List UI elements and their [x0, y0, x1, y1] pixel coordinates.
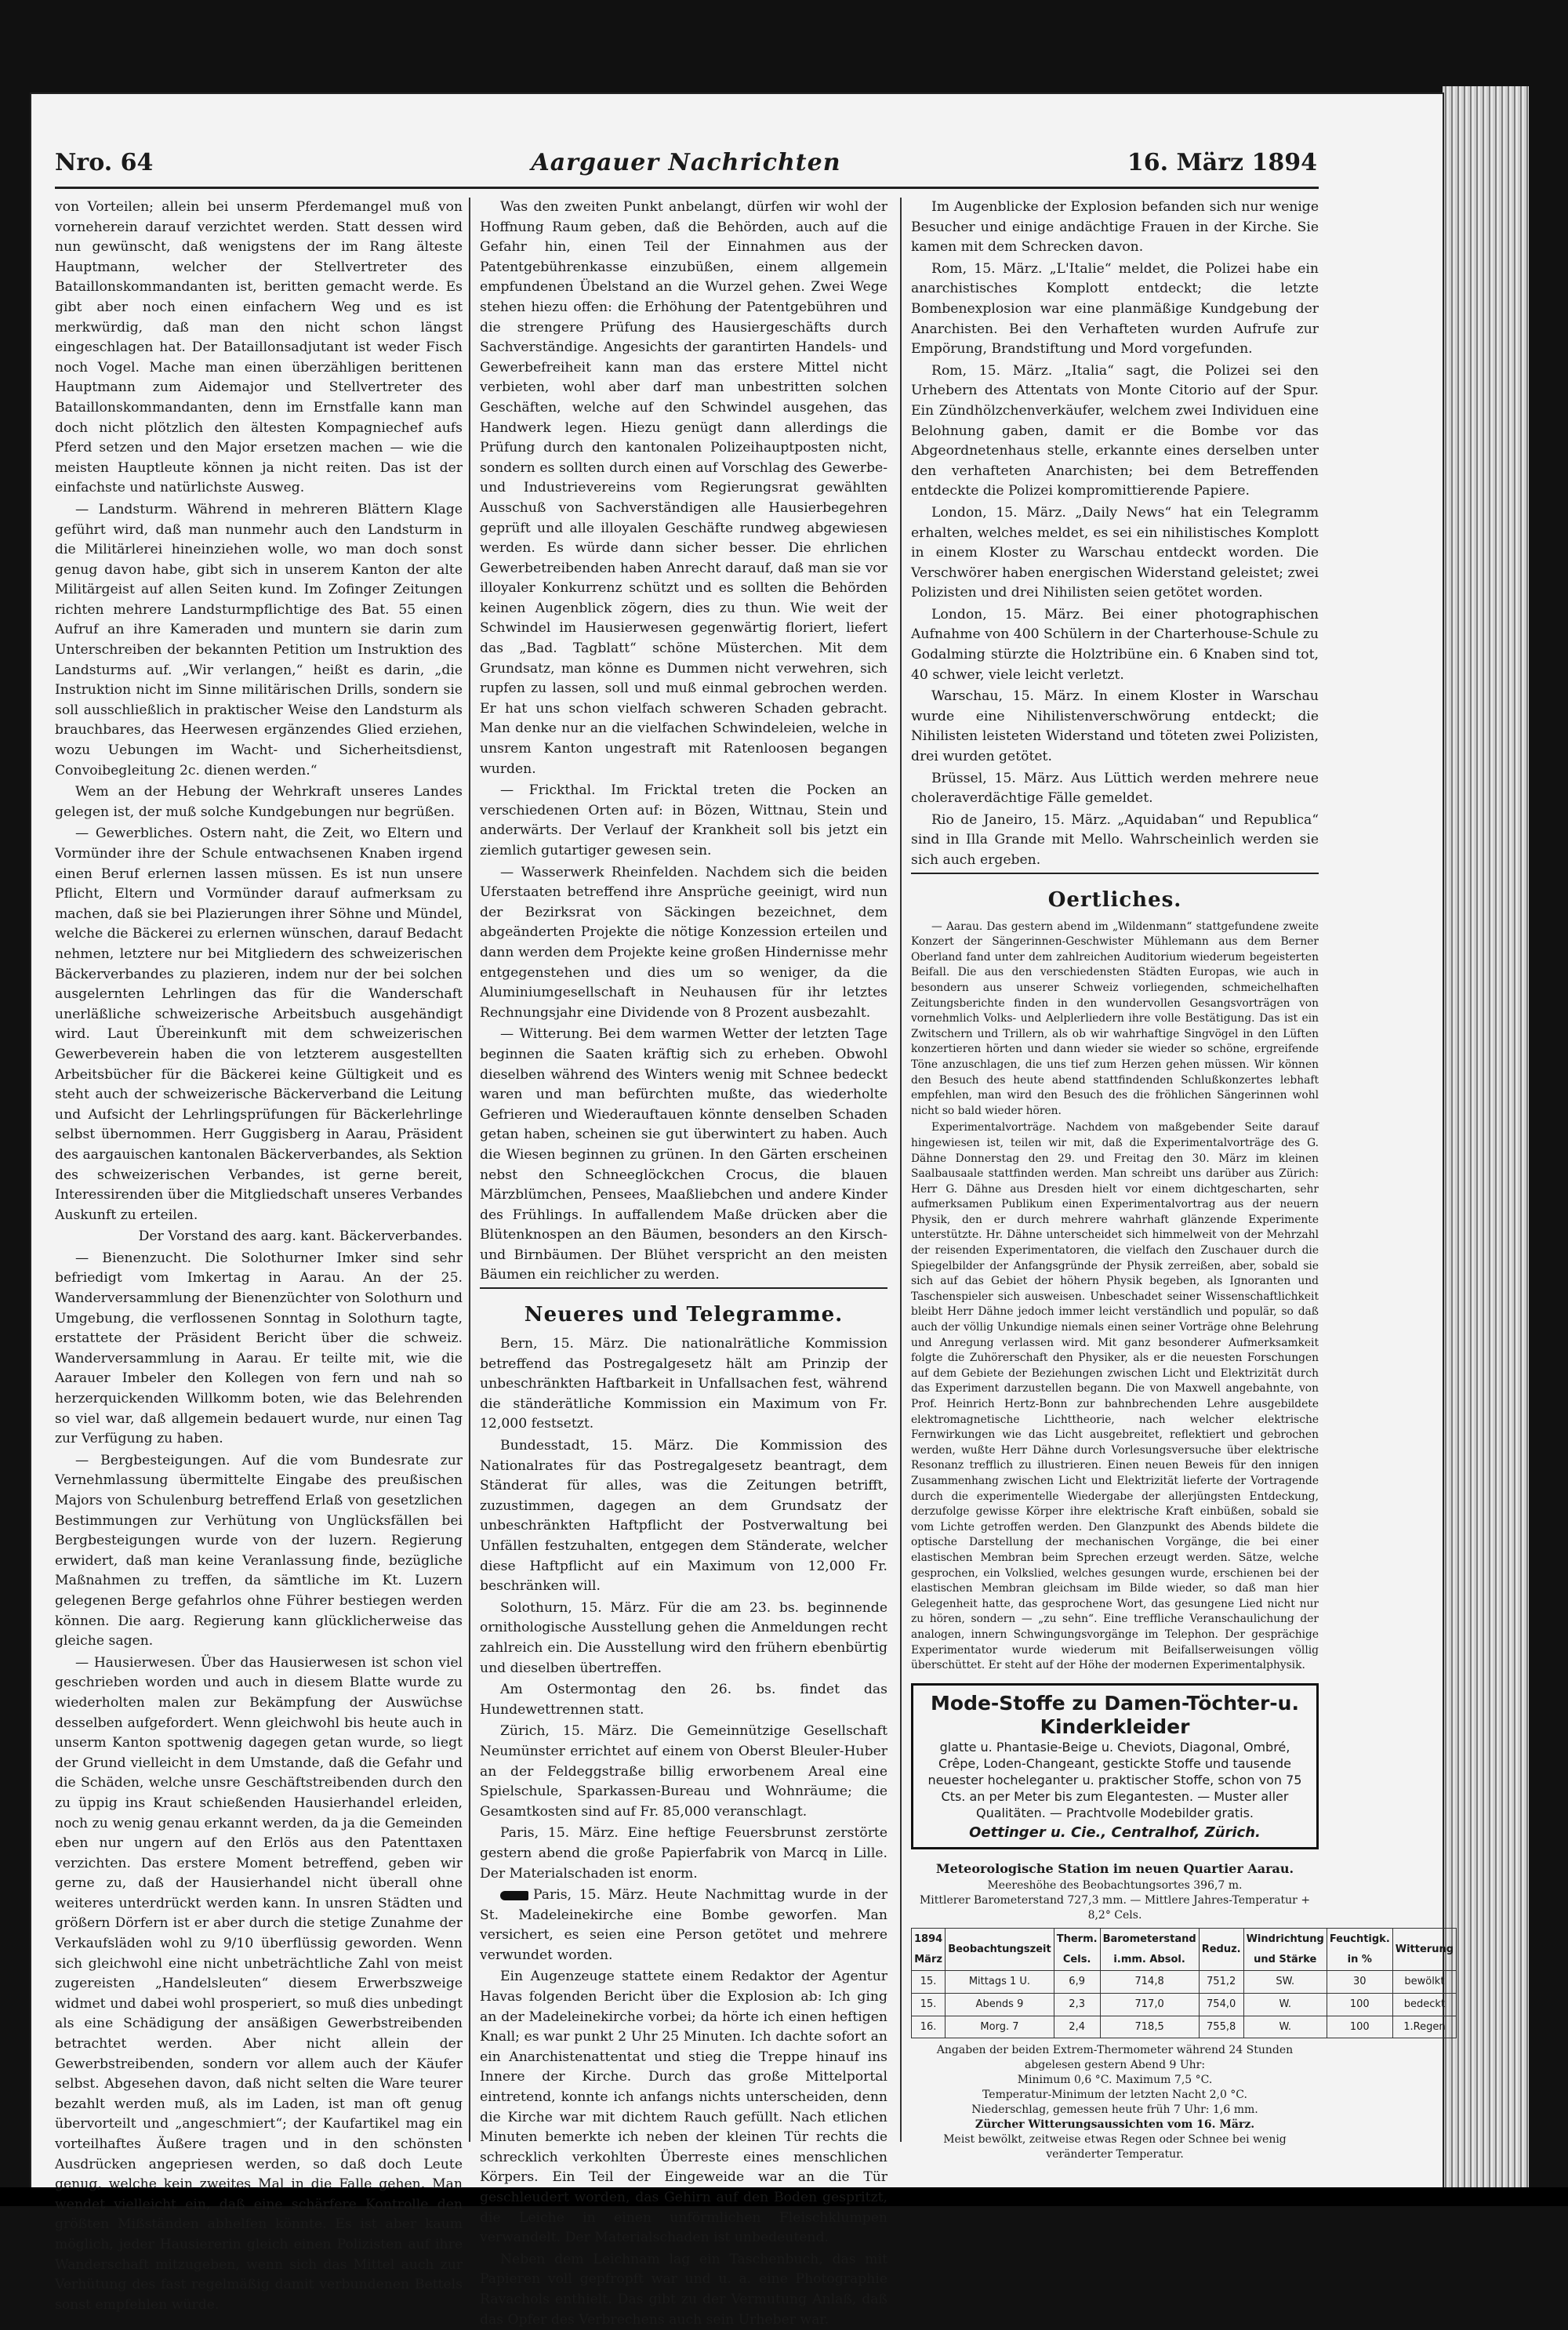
news-item: Rom, 15. März. „Italia“ sagt, die Polizei sei den Urhebern des Attentats von Monte Citorio auf der Spur. Ein Zündhölzchenverkäufer, welchem zwei Individuen eine Belohnung gaben, damit er die Bombe vor das Abgeordnetenhaus stelle, erkannte eines derselben unter den verhafteten Anarchisten; bei dem Betreffenden entdeckte die Polizei kompromittierende Papiere.	[911, 362, 1319, 499]
column-2	[480, 198, 887, 2328]
table-cell: 714,8	[1100, 1971, 1199, 1994]
article-paragraph: Wem an der Hebung der Wehrkraft unseres Landes gelegen ist, der muß solche Kundgebungen nur begrüßen.	[55, 784, 463, 820]
pointing-hand-icon	[500, 1891, 528, 1900]
news-item: Rom, 15. März. „L'Italie“ meldet, die Polizei habe ein anarchistisches Komplott entdeckt; die letzte Bombenexplosion war eine planmäßige Kundgebung der Anarchisten. Bei den Verhafteten wurden Aufrufe zur Empörung, Brandstiftung und Mord vorgefunden.	[911, 260, 1319, 357]
news-item: Warschau, 15. März. In einem Kloster in Warschau wurde eine Nihilistenverschwörung entdeckt; die Nihilisten leisteten Widerstand und töteten zwei Polizisten, drei wurden getötet.	[911, 688, 1319, 765]
table-cell: bedeckt	[1392, 1994, 1456, 2016]
weather-sub: Mittlerer Barometerstand 727,3 mm. — Mittlere Jahres-Temperatur + 8,2° Cels.	[919, 1894, 1311, 1922]
advertisement	[911, 1683, 1319, 1849]
table-cell: Mittags 1 U.	[946, 1971, 1054, 1994]
weather-table	[911, 1928, 1457, 2038]
table-cell: 2,3	[1054, 1994, 1100, 2016]
article-paragraph: — Frickthal. Im Fricktal treten die Pocken an verschiedenen Orten auf: in Bözen, Wittnau, Stein und anderwärts. Der Verlauf der Krankheit soll bis jetzt ein ziemlich gutartiger gewesen sein.	[480, 782, 887, 858]
table-cell: bewölkt	[1392, 1971, 1456, 1994]
table-cell: W.	[1243, 2016, 1327, 2038]
page-edges	[1443, 86, 1529, 2195]
news-item-text: Paris, 15. März. Heute Nachmittag wurde in der St. Madeleinekirche eine Bombe geworfen. Man versichert, es seien eine Person getötet und mehrere verwundet worden.	[480, 1887, 887, 1963]
news-item: Rio de Janeiro, 15. März. „Aquidaban“ und Republica“ sind in Illa Grande mit Mello. Wahrscheinlich werden sie sich auch ergeben.	[911, 811, 1319, 868]
table-cell: 2,4	[1054, 2016, 1100, 2038]
table-cell: 751,2	[1199, 1971, 1243, 1994]
table-cell: Morg. 7	[946, 2016, 1054, 2038]
table-header-row	[912, 1929, 1457, 1971]
article-paragraph: — Gewerbliches. Ostern naht, die Zeit, wo Eltern und Vormünder ihre der Schule entwachsenen Knaben irgend einen Beruf erlernen lassen müssen. Es ist nun unsere Pflicht, Eltern und Vormünder darauf aufmerksam zu machen, daß sie bei Plazierungen ihrer Söhne und Mündel, welche die Bäckerei zu erlernen wünschen, darauf Bedacht nehmen, letztere nur bei Mitgliedern des schweizerischen Bäckerverbandes zu plazieren, indem nur der bei solchen ausgelernten Lehrlingen das für die Wanderschaft unerläßliche schweizerische Arbeitsbuch ausgehändigt wird. Laut Übereinkunft mit dem schweizerischen Gewerbeverein haben die von letzterem ausgestellten Arbeitsbücher für die Bäckerei keine Gültigkeit und es steht auch der schweizerische Bäckerverband die Leitung und Aufsicht der Lehrlingsprüfungen für Bäckerlehrlinge selbst übernommen. Herr Guggisberg in Aarau, Präsident des aargauischen kantonalen Bäckerverbandes, als Sektion des schweizerischen Verbandes, ist gerne bereit, Interessirenden über die Mitgliedschaft unseres Verbandes Auskunft zu erteilen.	[55, 826, 463, 1223]
column-divider	[469, 198, 470, 2142]
weather-title: Meteorologische Station im neuen Quartier Aarau.	[935, 1860, 1294, 1876]
column-divider	[900, 198, 902, 2142]
news-item: Zürich, 15. März. Die Gemeinnützige Gesellschaft Neumünster errichtet auf einem von Oberst Bleuler-Huber an der Feldeggstraße billig erworbenem Areal eine Spielschule, Sparkassen-Bureau und Wohnräume; die Gesamtkosten sind auf Fr. 85,000 veranschlagt.	[480, 1723, 887, 1820]
table-row	[912, 2016, 1457, 2038]
table-cell: Abends 9	[946, 1994, 1054, 2016]
table-cell: 100	[1327, 1994, 1392, 2016]
article-paragraph: — Landsturm. Während in mehreren Blättern Klage geführt wird, daß man nunmehr auch den Landsturm in die Militärlerei hineinziehen wolle, wo man doch sonst genug davon habe, gibt sich in unserem Kanton der alte Militärgeist auf allen Seiten kund. Im Zofinger Zeitungen richten mehrere Landsturmpflichtige des Bat. 55 einen Aufruf an ihre Kameraden und muntern sie darin zum Unterschreiben der bekannten Petition um Instruktion des Landsturms auf. „Wir verlangen,“ heißt es darin, „die Instruktion nicht im Sinne militärischen Drills, sondern sie soll ausschließlich in praktischer Weise den Landsturm als brauchbares, das Heerwesen ergänzendes Glied erziehen, wozu Uebungen im Wacht- und Sicherheitsdienst, Convoibegleitung 2c. dienen werden.“	[55, 501, 463, 778]
news-item: Ein Augenzeuge stattete einem Redaktor der Agentur Havas folgenden Bericht über die Explosion ab: Ich ging an der Madeleinekirche vorbei; da hörte ich einen heftigen Knall; es war punkt 2 Uhr 25 Minuten. Ich dachte sofort an ein Anarchistenattentat und stieg die Treppe hinauf ins Innere der Kirche. Durch das große Mittelportal eintretend, konnte ich anfangs nichts unterscheiden, denn die Kirche war mit dichtem Rauch gefüllt. Nach etlichen Minuten bemerkte ich neben der kleinen Tür rechts die schrecklich verkohlten Überreste eines menschlichen Körpers. Ein Teil der Eingeweide war an die Tür geschleudert worden, das Gehirn auf den Boden gespritzt, die Leiche in einen unförmlichen Fleischklumpen verwandelt. Der Materialschaden ist unbedeutend.	[480, 1969, 887, 2246]
table-cell: SW.	[1243, 1971, 1327, 1994]
weather-note: Niederschlag, gemessen heute früh 7 Uhr: 1,6 mm.	[971, 2103, 1258, 2117]
weather-forecast: Meist bewölkt, zeitweise etwas Regen oder Schnee bei wenig veränderter Temperatur.	[943, 2133, 1287, 2161]
section-divider	[911, 873, 1319, 913]
column-1	[55, 198, 463, 2313]
table-cell: W.	[1243, 1994, 1327, 2016]
weather-sub: Meereshöhe des Beobachtungsortes 396,7 m.	[987, 1879, 1243, 1893]
column-header: 1894 März	[912, 1929, 946, 1971]
table-cell: 30	[1327, 1971, 1392, 1994]
news-item: Bundesstadt, 15. März. Die Kommission des Nationalrates für das Postregalgesetz beantragt, dem Ständerat für alles, was die Zeitungen betrifft, zuzustimmen, dagegen an dem Grundsatz der unbeschränkten Haftpflicht der Postverwaltung bei Unfällen festzuhalten, entgegen dem Ständerate, welcher diese Haftpflicht auf ein Maximum von 12,000 Fr. beschränken will.	[480, 1438, 887, 1595]
article-paragraph: — Bienenzucht. Die Solothurner Imker sind sehr befriedigt vom Imkertag in Aarau. An der 25. Wanderversammlung der Bienenzüchter von Solothurn und Umgebung, die verflossenen Sonntag in Solothurn tagte, erstattete der Präsident Bericht über die schweiz. Wanderversammlung in Aarau. Er teilte mit, wie die Aarauer Imbeler den Kollegen von fern und nah so herzerquickenden Willkomm boten, wie das Belehrenden so viel war, daß allgemein bedauert wurde, nur einen Tag zur Verfügung zu haben.	[55, 1250, 463, 1447]
weather-note: Temperatur-Minimum der letzten Nacht 2,0 °C.	[982, 2089, 1247, 2102]
newspaper-title: Aargauer Nachrichten	[531, 149, 841, 176]
column-header: Therm. Cels.	[1054, 1929, 1100, 1971]
news-item: Im Augenblicke der Explosion befanden sich nur wenige Besucher und einige andächtige Frauen in der Kirche. Sie kamen mit dem Schrecken davon.	[911, 199, 1319, 256]
column-header: Beobachtungszeit	[946, 1929, 1054, 1971]
table-cell: 15.	[912, 1994, 946, 2016]
news-item: Paris, 15. März. Eine heftige Feuersbrunst zerstörte gestern abend die große Papierfabrik von Marcq in Lille. Der Materialschaden ist enorm.	[480, 1825, 887, 1882]
news-item: Solothurn, 15. März. Für die am 23. bs. beginnende ornithologische Ausstellung gehen die Anmeldungen recht zahlreich ein. Die Ausstellung wird den frühern ebenbürtig und dieselben übertreffen.	[480, 1599, 887, 1676]
weather-note: Angaben der beiden Extrem-Thermometer während 24 Stunden abgelesen gestern Abend 9 Uhr:	[936, 2044, 1294, 2072]
table-cell: 6,9	[1054, 1971, 1100, 1994]
article-paragraph: — Wasserwerk Rheinfelden. Nachdem sich die beiden Uferstaaten betreffend ihre Ansprüche geeinigt, wird nun der Bezirksrat von Säckingen bezeichnet, dem abgeänderten Projekte die nötige Konzession erteilen und dann werden dem Projekte keine großen Hindernisse mehr entgegenstehen und dies um so weniger, da die Aluminiumgesellschaft in Neuhausen für ihr letztes Rechnungsjahr eine Dividende von 8 Prozent ausbezahlt.	[480, 864, 887, 1021]
column-3	[911, 198, 1454, 2161]
article-paragraph: — Bergbesteigungen. Auf die vom Bundesrate zur Vernehmlassung übermittelte Eingabe des preußischen Majors von Schulenburg betreffend Erlaß von gesetzlichen Bestimmungen zur Verhütung von Unglücksfällen bei Bergbesteigungen wurde von der luzern. Regierung erwidert, daß man keine Veranlassung finde, bezügliche Maßnahmen zu treffen, da sämtliche im Kt. Luzern gelegenen Berge gefahrlos ohne Führer bestiegen werden können. Die aarg. Regierung kann glücklicherweise das gleiche sagen.	[55, 1452, 463, 1650]
weather-station	[911, 1859, 1454, 2163]
local-item: — Aarau. Das gestern abend im „Wildenmann“ stattgefundene zweite Konzert der Sängerinnen-Geschwister Mühlemann aus dem Berner Oberland fand unter dem zahlreichen Auditorium wiederum begeisterten Beifall. Die aus den verschiedensten Städten Europas, wie auch in besondern aus unserer Schweiz vorliegenden, schmeichelhaften Zeitungsberichte finden in den wundervollen Gesangsvorträgen von vornehmlich Volks- und Aelplerliedern ihre volle Bestätigung. Das ist ein Zwitschern und Trillern, als ob wir wahrhaftige Singvögel in den Lüften konzertieren hörten und dann wieder sie wieder so schöne, ergreifende Töne anzuschlagen, die uns tief zum Herzen gehen müssen. Wir können den Besuch des heute abend stattfindenden Schlußkonzertes lebhaft empfehlen, man wird den Besuch des die fröhlichen Sängerinnen wohl nicht so bald wieder hören.	[911, 920, 1319, 1117]
table-cell: 755,8	[1199, 2016, 1243, 2038]
news-item: Bern, 15. März. Die nationalrätliche Kommission betreffend das Postregalgesetz hält am Prinzip der unbeschränkten Haftbarkeit in Unfallsachen fest, während die ständerätliche Kommission ein Maximum von Fr. 12,000 festsetzt.	[480, 1336, 887, 1432]
issue-number: Nro. 64	[55, 149, 154, 176]
news-item: Brüssel, 15. März. Aus Lüttich werden mehrere neue choleraverdächtige Fälle gemeldet.	[911, 770, 1319, 807]
news-item: Neben dem Leichnam lag ein Taschenbuch, das mit Papieren voll gepfropft war und u. a. eine Photographie Ravachols enthielt. Das gibt zu der Vermutung Anlaß, daß das Opfer des Verbrechens auch sein Urheber war.	[480, 2251, 887, 2328]
news-item	[480, 1885, 887, 1965]
article-paragraph: Was den zweiten Punkt anbelangt, dürfen wir wohl der Hoffnung Raum geben, daß die Behörden, auch auf die Gefahr hin, einen Teil der Einnahmen aus der Patentgebührenkasse einzubüßen, einem allgemein empfundenen Übelstand an die Wurzel gehen. Zwei Wege stehen hiezu offen: die Erhöhung der Patentgebühren und die strengere Prüfung des Hausiergeschäfts durch Sachverständige. Angesichts der garantirten Handels- und Gewerbefreiheit kann man das erstere Mittel nicht verbieten, wohl aber darf man unbestritten solchen Geschäften, welche auf den Schwindel ausgehen, das Handwerk legen. Hiezu genügt dann allerdings die Prüfung durch den kantonalen Polizeihauptposten nicht, sondern es sollten durch einen auf Vorschlag des Gewerbe- und Industrievereins vom Regierungsrat gewählten Ausschuß von Sachverständigen alle Hausierbegehren geprüft und alle illoyalen Geschäfte rundweg abgewiesen werden. Es würde dann sicher besser. Die ehrlichen Gewerbetreibenden haben Anrecht darauf, daß man sie vor illoyaler Konkurrenz schützt und es sollten die Behörden keinen Augenblick zögern, dies zu thun. Wie weit der Schwindel im Hausierwesen gegenwärtig floriert, liefert das „Bad. Tagblatt“ schöne Müsterchen. Mit dem Grundsatz, man könne es Dummen nicht verwehren, sich rupfen zu lassen, soll und muß einmal gebrochen werden. Er hat uns schon vielfach schweren Schaden gebracht. Man denke nur an die vielfachen Schwindeleien, welche in unsrem Kanton ungestraft mit Ratenloosen begangen wurden.	[480, 199, 887, 777]
news-item: Am Ostermontag den 26. bs. findet das Hundewettrennen statt.	[480, 1682, 887, 1718]
ad-headline: Mode-Stoffe zu Damen-Töchter-u. Kinderkleider	[931, 1691, 1299, 1738]
table-row	[912, 1994, 1457, 2016]
table-cell: 717,0	[1100, 1994, 1199, 2016]
column-header: Reduz.	[1199, 1929, 1243, 1971]
page-header	[55, 149, 1317, 182]
article-paragraph: — Hausierwesen. Über das Hausierwesen ist schon viel geschrieben worden und auch in diesem Blatte wurde zu wiederholten malen zur Bekämpfung der Auswüchse desselben aufgefordert. Wenn gleichwohl bis heute auch in unserm Kanton spottwenig dagegen getan wurde, so liegt der Grund vielleicht in dem Umstande, daß die Gefahr und die Schäden, welche unsre Geschäftstreibenden durch den zu üppig ins Kraut schießenden Hausierhandel erleiden, noch zu wenig genau erkannt werden, da ja die Gemeinden eben nur ungern auf den Erlös aus den Patenttaxen verzichten. Das erstere Moment betreffend, geben wir gerne zu, daß der Hausierhandel nicht überall ohne weiteres unterdrückt werden kann. In unsren Städten und größern Dörfern ist er aber durch die stetige Zunahme der Verkaufsläden wohl zu 9/10 überflüssig geworden. Wenn sich gleichwohl eine nicht unbeträchtliche Zahl von meist zugereisten „Handelsleuten“ diesem Erwerbszweige widmet und dabei wohl prosperiert, so muß dies unbedingt als eine Schädigung der ansäßigen Gewerbstreibenden betrachtet werden. Aber nicht allein der Gewerbstreibenden, sondern vor allem auch der Käufer selbst. Abgesehen davon, daß nicht selten die Ware teurer bezahlt werden muß, als im Laden, ist man oft genug übervorteilt und „angeschmiert“; der Kaufartikel mag ein vorteilhaftes Äußere tragen und in den schönsten Ausdrücken angepriesen werden, so daß doch Leute genug, welche kein zweites Mal in die Falle gehen. Man wendet vielleicht ein, daß eine schärfere Kontrolle den größten Mißständen abhelfen könnte. Es ist aber kaum möglich, jeder Hausiererin gleich einen Polizisten auf ihre Wanderschaft mitzugeben, wenn sich das Mittel auch zur Verhütung des fast regelmäßig damit verbundenen Bettels sonst empfehlen würde.	[55, 1654, 463, 2313]
issue-date: 16. März 1894	[1127, 149, 1317, 176]
section-heading-local: Oertliches.	[1047, 887, 1182, 912]
table-cell: 100	[1327, 2016, 1392, 2038]
column-header: Windrichtung und Stärke	[1243, 1929, 1327, 1971]
article-paragraph: — Witterung. Bei dem warmen Wetter der letzten Tage beginnen die Saaten kräftig sich zu erheben. Obwohl dieselben während des Winters wenig mit Schnee bedeckt waren und man befürchten mußte, das wiederholte Gefrieren und Wiederauftauen könnte denselben Schaden getan haben, scheinen sie gut überwintert zu haben. Auch die Wiesen beginnen zu grünen. In den Gärten erscheinen nebst den Schneeglöckchen Crocus, die blauen Märzblümchen, Pensees, Maaßliebchen und andere Kinder des Frühlings. In auffallendem Maße drücken aber die Blütenknospen an den Bäumen, besonders an den Kirsch- und Birnbäumen. Der Blühet verspricht an den meisten Bäumen ein reichlicher zu werden.	[480, 1026, 887, 1283]
table-cell: 16.	[912, 2016, 946, 2038]
ad-body: glatte u. Phantasie-Beige u. Cheviots, Diagonal, Ombré, Crêpe, Loden-Changeant, gestickte Stoffe und tausende neuester hocheleganter u. praktischer Stoffe, schon von 75 Cts. an per Meter bis zum Elegantesten. — Muster aller Qualitäten. — Prachtvolle Modebilder gratis.	[927, 1739, 1302, 1820]
news-item: London, 15. März. Bei einer photographischen Aufnahme von 400 Schülern in der Charterhouse-Schule zu Godalming stürzte die Holztribüne ein. 6 Knaben sind tot, 40 schwer, viele leicht verletzt.	[911, 606, 1319, 683]
weather-note: Minimum 0,6 °C. Maximum 7,5 °C.	[1017, 2074, 1213, 2087]
local-item: Experimentalvorträge. Nachdem von maßgebender Seite darauf hingewiesen ist, teilen wir mit, daß die Experimentalvorträge des G. Dähne Donnerstag den 29. und Freitag den 30. März im kleinen Saalbausaale stattfinden werden. Man schreibt uns darüber aus Zürich: Herr G. Dähne aus Dresden hielt vor einem dichtgescharten, sehr aufmerksamen Publikum einen Experimentalvortrag aus der neuern Physik, den er durch mehrere wahrhaft glänzende Experimente unterstützte. Hr. Dähne unterscheidet sich himmelweit von der Mehrzahl der reisenden Experimentatoren, die vielfach den Zuschauer durch die Spiegelbilder der Anfangsgründe der Physik zerreißen, aber, sobald sie sich auf das Gebiet der höhern Physik begeben, als Ignoranten und Taschenspieler sich ausweisen. Unbeschadet seiner Wissenschaftlichkeit bleibt Herr Dähne jedoch immer leicht verständlich und populär, so daß auch der völlig Unkundige niemals einen seiner Vorträge ohne Belehrung und Anregung verlassen wird. Mit ganz besonderer Aufmerksamkeit folgte die Zuhörerschaft den Physiker, als er die neuesten Forschungen auf dem Gebiete der Beziehungen zwischen Licht und Elektrizität durch das Experiment darzustellen begann. Die von Maxwell angebahnte, von Prof. Heinrich Hertz-Bonn zur bahnbrechenden Lehre ausgebildete elektromagnetische Lichttheorie, nach welcher elektrische Fernwirkungen wie das Licht ausgebreitet, reflektiert und gebrochen werden, wußte Herr Dähne durch Vorlesungsversuche über elektrische Resonanz trefflich zu illustrieren. Einen neuen Beweis für den innigen Zusammenhang zwischen Licht und Elektrizität lieferte der Vortragende durch die experimentelle Wiedergabe der allerjüngsten Entdeckung, derzufolge gewisse Körper ihre elektrische Kraft einbüßen, sobald sie vom Lichte getroffen werden. Den Glanzpunkt des Abends bildete die optische Darstellung der mechanischen Vorgänge, die bei einer elastischen Membran beim Sprechen erzeugt werden. Sätze, welche gesprochen, ein Volkslied, welches gesungen wurde, erschienen bei der elastischen Membran gleichsam im Bilde wieder, so daß man hier Gelegenheit hatte, das gesprochene Wort, das gesungene Lied nicht nur zu hören, sondern — „zu sehn“. Eine treffliche Veranschaulichung der analogen, innern Schwingungsvorgänge im Telephon. Der gesprächige Experimentator wurde wiederum mit Beifallserweisungen völlig überschüttet. Er steht auf der Höhe der modernen Experimentalphysik.	[911, 1121, 1319, 1672]
section-heading-news: Neueres und Telegramme.	[524, 1303, 844, 1327]
table-row	[912, 1971, 1457, 1994]
column-header: Barometerstand i.mm. Absol.	[1100, 1929, 1199, 1971]
news-item: London, 15. März. „Daily News“ hat ein Telegramm erhalten, welches meldet, es sei ein nihilistisches Komplott in einem Kloster zu Warschau entdeckt worden. Die Verschwörer haben energischen Widerstand geleistet; zwei Polizisten und drei Nihilisten seien getötet worden.	[911, 504, 1319, 601]
article-paragraph: von Vorteilen; allein bei unserm Pferdemangel muß von vorneherein darauf verzichtet werden. Statt dessen wird nun gewünscht, daß wenigstens der im Rang älteste Hauptmann, welcher der Stellvertreter des Bataillonskommandanten ist, beritten gemacht werde. Es gibt aber noch einen einfachern Weg und es ist merkwürdig, daß man den nicht schon längst eingeschlagen hat. Der Bataillonsadjutant ist weder Fisch noch Vogel. Mache man einen überzähligen berittenen Hauptmann zum Aidemajor und Stellvertreter des Bataillonskommandanten, denn im Ernstfalle kann man doch nicht plötzlich den ältesten Kompagniechef aufs Pferd setzen und den Major ersetzen machen — wie die meisten Hauptleute können ja nicht reiten. Das ist der einfachste und natürlichste Ausweg.	[55, 199, 463, 496]
weather-forecast-title: Zürcher Witterungsaussichten vom 16. März.	[975, 2118, 1255, 2132]
column-header: Witterung	[1392, 1929, 1456, 1971]
article-signature: Der Vorstand des aarg. kant. Bäckerverbandes.	[138, 1229, 463, 1245]
table-cell: 1.Regen	[1392, 2016, 1456, 2038]
section-divider	[480, 1287, 887, 1328]
header-rule	[55, 187, 1319, 189]
column-header: Feuchtigk. in %	[1327, 1929, 1392, 1971]
ad-firm: Oettinger u. Cie., Centralhof, Zürich.	[969, 1824, 1261, 1841]
table-cell: 15.	[912, 1971, 946, 1994]
table-cell: 754,0	[1199, 1994, 1243, 2016]
table-cell: 718,5	[1100, 2016, 1199, 2038]
